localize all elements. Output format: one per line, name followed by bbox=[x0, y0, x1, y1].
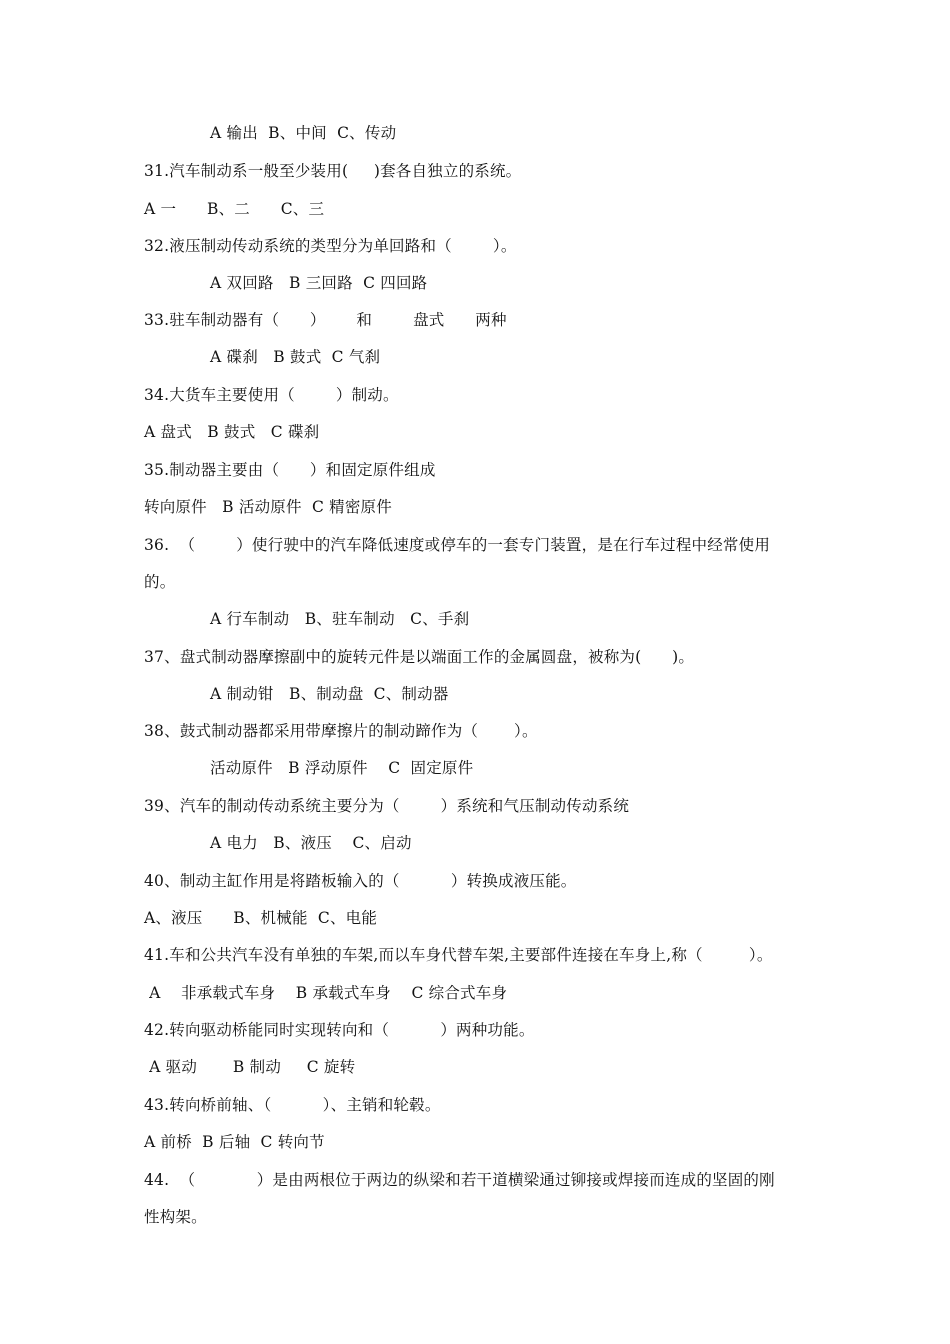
question-34: 34.大货车主要使用（ ）制动。 bbox=[144, 386, 399, 404]
option-line-33: A 碟刹 B 鼓式 C 气刹 bbox=[210, 348, 381, 366]
question-43: 43.转向桥前轴、（ ）、主销和轮毂。 bbox=[144, 1096, 441, 1114]
option-line-43: A 前桥 B 后轴 C 转向节 bbox=[144, 1133, 325, 1151]
option-line-32: A 双回路 B 三回路 C 四回路 bbox=[210, 274, 428, 292]
question-39: 39、汽车的制动传动系统主要分为（ ）系统和气压制动传动系统 bbox=[144, 797, 630, 815]
option-line-31: A 一 B、二 C、三 bbox=[144, 200, 325, 218]
option-line-37: A 制动钳 B、制动盘 C、制动器 bbox=[210, 685, 449, 703]
option-line-35: 转向原件 B 活动原件 C 精密原件 bbox=[144, 498, 392, 516]
option-line-34: A 盘式 B 鼓式 C 碟刹 bbox=[144, 423, 320, 441]
option-line-40: A、液压 B、机械能 C、电能 bbox=[144, 909, 378, 927]
option-line-38: 活动原件 B 浮动原件 C 固定原件 bbox=[210, 759, 474, 777]
option-line-39: A 电力 B、液压 C、启动 bbox=[210, 834, 412, 852]
option-line-41: A 非承载式车身 B 承载式车身 C 综合式车身 bbox=[144, 984, 508, 1002]
option-line-42: A 驱动 B 制动 C 旋转 bbox=[144, 1058, 356, 1076]
question-31: 31.汽车制动系一般至少装用( )套各自独立的系统。 bbox=[144, 162, 522, 180]
question-36-cont: 的。 bbox=[144, 573, 176, 591]
question-41: 41.车和公共汽车没有单独的车架,而以车身代替车架,主要部件连接在车身上,称（ ）。 bbox=[144, 946, 773, 964]
question-35: 35.制动器主要由（ ）和固定原件组成 bbox=[144, 461, 436, 479]
question-33: 33.驻车制动器有（ ） 和 盘式 两种 bbox=[144, 311, 507, 329]
question-38: 38、鼓式制动器都采用带摩擦片的制动蹄作为（ ）。 bbox=[144, 722, 538, 740]
question-44-cont: 性构架。 bbox=[144, 1208, 207, 1226]
question-36: 36. （ ）使行驶中的汽车降低速度或停车的一套专门装置，是在行车过程中经常使用 bbox=[144, 536, 771, 554]
question-42: 42.转向驱动桥能同时实现转向和（ ）两种功能。 bbox=[144, 1021, 535, 1039]
question-44: 44. （ ）是由两根位于两边的纵梁和若干道横梁通过铆接或焊接而连成的坚固的刚 bbox=[144, 1171, 775, 1189]
question-40: 40、制动主缸作用是将踏板输入的（ ）转换成液压能。 bbox=[144, 872, 577, 890]
option-line-30: A 输出 B、中间 C、传动 bbox=[210, 124, 397, 142]
question-32: 32.液压制动传动系统的类型分为单回路和（ ）。 bbox=[144, 237, 517, 255]
question-37: 37、盘式制动器摩擦副中的旋转元件是以端面工作的金属圆盘，被称为( )。 bbox=[144, 648, 695, 666]
option-line-36: A 行车制动 B、驻车制动 C、手刹 bbox=[210, 610, 470, 628]
